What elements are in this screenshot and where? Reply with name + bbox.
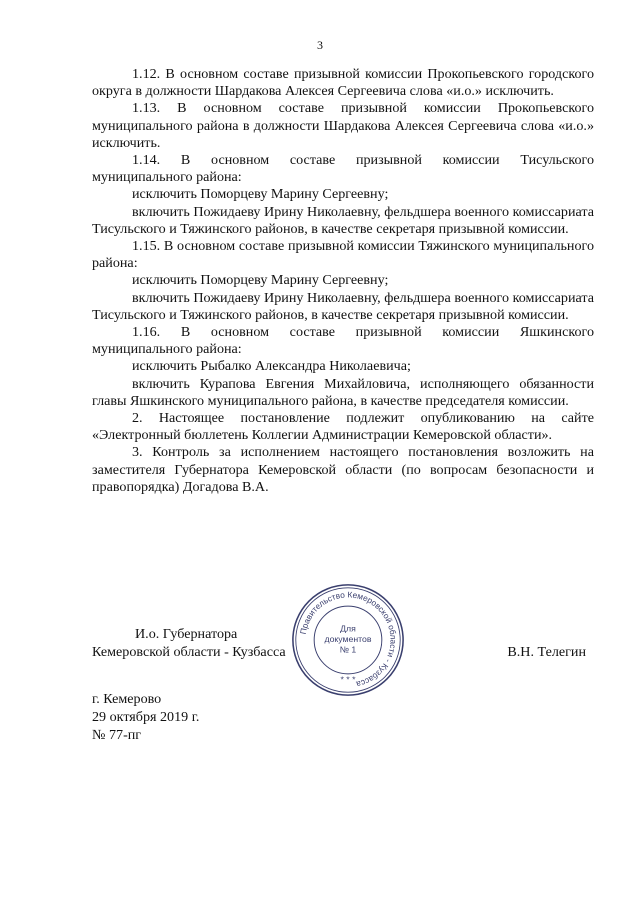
document-date: 29 октября 2019 г. — [92, 709, 200, 725]
stamp-center-line2: документов — [324, 633, 372, 644]
text-paragraph: 1.14. В основном составе призывной комиссии Тисульского муниципального района: — [92, 152, 594, 186]
city: г. Кемерово — [92, 691, 162, 707]
text-line: исключить Поморцеву Марину Сергеевну; — [132, 272, 389, 289]
official-stamp — [290, 582, 406, 698]
signer-name: В.Н. Телегин — [507, 644, 586, 660]
document-body — [92, 66, 594, 496]
signer-title-line1: И.о. Губернатора — [135, 626, 238, 642]
text-paragraph: 1.16. В основном составе призывной комиссии Яшкинского муниципального района: — [92, 324, 594, 358]
signer-title-line2: Кемеровской области - Кузбасса — [92, 644, 286, 660]
text-paragraph: включить Курапова Евгения Михайловича, исполняющего обязанности главы Яшкинского муниципального района, в качестве председателя комиссии. — [92, 375, 594, 409]
stamp-ring-text: Правительство Кемеровской области - Кузбасса — [297, 589, 399, 690]
text-paragraph: 1.12. В основном составе призывной комиссии Прокопьевского городского округа в должности Шардакова Алексея Сергеевича слова «и.о.» исключить. — [92, 66, 594, 100]
text-paragraph: 2. Настоящее постановление подлежит опубликованию на сайте «Электронный бюллетень Коллегии Администрации Кемеровской области». — [92, 410, 594, 444]
text-paragraph: включить Пожидаеву Ирину Николаевну, фельдшера военного комиссариата Тисульского и Тяжинского районов, в качестве секретаря призывной комиссии. — [92, 289, 594, 323]
text-paragraph: 1.13. В основном составе призывной комиссии Прокопьевского муниципального района в должности Шардакова Алексея Сергеевича слова «и.о.» исключить. — [92, 100, 594, 151]
text-line: исключить Поморцеву Марину Сергеевну; — [132, 186, 389, 203]
text-line: исключить Рыбалко Александра Николаевича; — [132, 358, 411, 375]
text-paragraph: 3. Контроль за исполнением настоящего постановления возложить на заместителя Губернатора Кемеровской области (по вопросам безопасности и правопорядка) Догадова В.А. — [92, 444, 594, 495]
place-and-date — [92, 690, 199, 744]
text-paragraph: включить Пожидаеву Ирину Николаевну, фельдшера военного комиссариата Тисульского и Тяжинского районов, в качестве секретаря призывной комиссии. — [92, 203, 594, 237]
page-number: 3 — [317, 38, 323, 52]
stamp-center-line1: Для — [340, 623, 356, 634]
text-paragraph: 1.15. В основном составе призывной комиссии Тяжинского муниципального района: — [92, 238, 594, 272]
stamp-stars: * * * — [340, 674, 356, 685]
stamp-center-line3: № 1 — [339, 644, 357, 655]
document-number: № 77-пг — [92, 727, 142, 743]
